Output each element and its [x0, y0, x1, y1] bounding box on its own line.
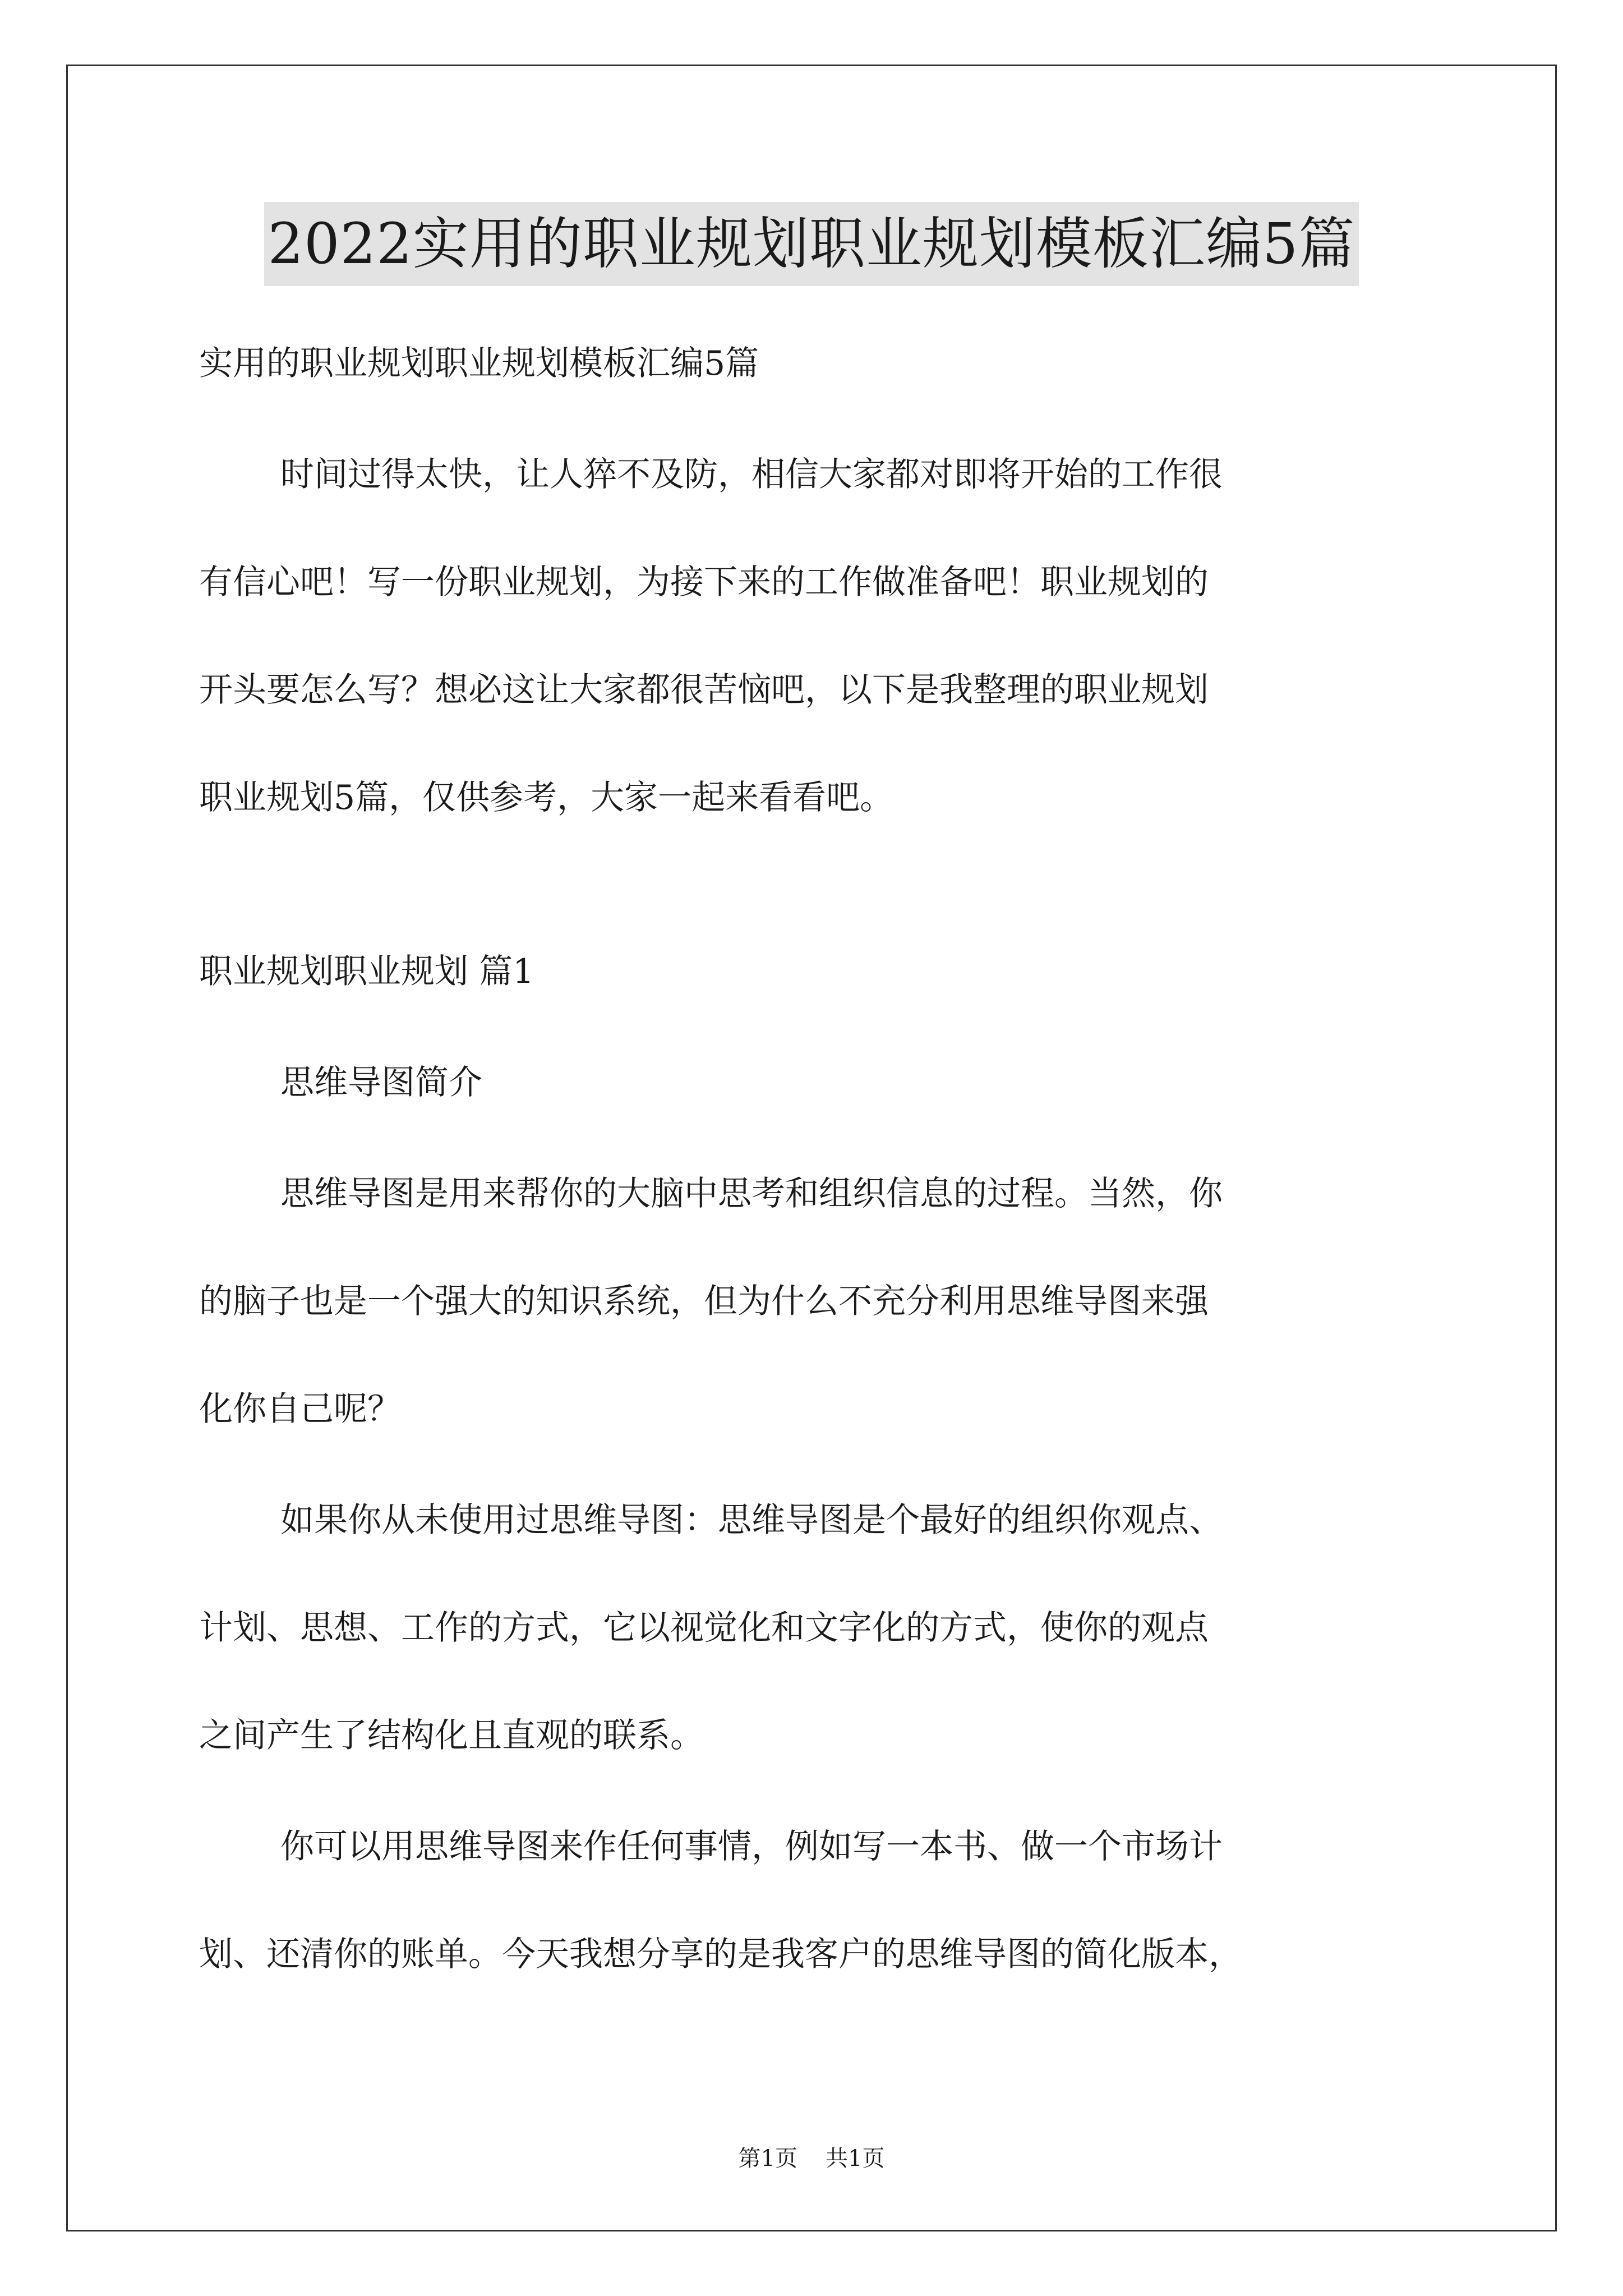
intro-line: 职业规划5篇，仅供参考，大家一起来看看吧。	[199, 778, 894, 817]
paragraph-1	[199, 1171, 1433, 1432]
document-title-wrap	[0, 202, 1623, 286]
section-subheading: 思维导图简介	[280, 1063, 482, 1102]
page-footer	[0, 2142, 1623, 2175]
document-title: 2022实用的职业规划职业规划模板汇编5篇	[264, 202, 1358, 286]
page-total: 共1页	[826, 2146, 885, 2171]
intro-line: 有信心吧！写一份职业规划，为接下来的工作做准备吧！职业规划的	[199, 563, 1209, 602]
section-heading: 职业规划职业规划 篇1	[199, 952, 534, 991]
paragraph-line: 思维导图是用来帮你的大脑中思考和组织信息的过程。当然，你	[280, 1174, 1223, 1213]
paragraph-line: 计划、思想、工作的方式，它以视觉化和文字化的方式，使你的观点	[199, 1608, 1209, 1648]
paragraph-line: 你可以用思维导图来作任何事情，例如写一本书、做一个市场计	[280, 1827, 1223, 1866]
document-body	[199, 341, 1433, 1977]
paragraph-line: 化你自己呢？	[199, 1389, 401, 1429]
paragraph-line: 之间产生了结构化且直观的联系。	[199, 1716, 704, 1755]
document-subtitle: 实用的职业规划职业规划模板汇编5篇	[199, 344, 759, 383]
page-number: 第1页	[738, 2146, 797, 2171]
intro-line: 开头要怎么写？想必这让大家都很苦恼吧，以下是我整理的职业规划	[199, 670, 1209, 710]
paragraph-2	[199, 1498, 1433, 1758]
intro-paragraph	[199, 452, 1433, 820]
section-subheading-block	[199, 1060, 1433, 1105]
paragraph-line: 划、还清你的账单。今天我想分享的是我客户的思维导图的简化版本，	[199, 1935, 1242, 1974]
paragraph-line: 的脑子也是一个强大的知识系统，但为什么不充分利用思维导图来强	[199, 1282, 1209, 1321]
paragraph-line: 如果你从未使用过思维导图：思维导图是个最好的组织你观点、	[280, 1501, 1223, 1540]
paragraph-3	[199, 1824, 1433, 1977]
intro-line: 时间过得太快，让人猝不及防，相信大家都对即将开始的工作很	[280, 455, 1223, 494]
